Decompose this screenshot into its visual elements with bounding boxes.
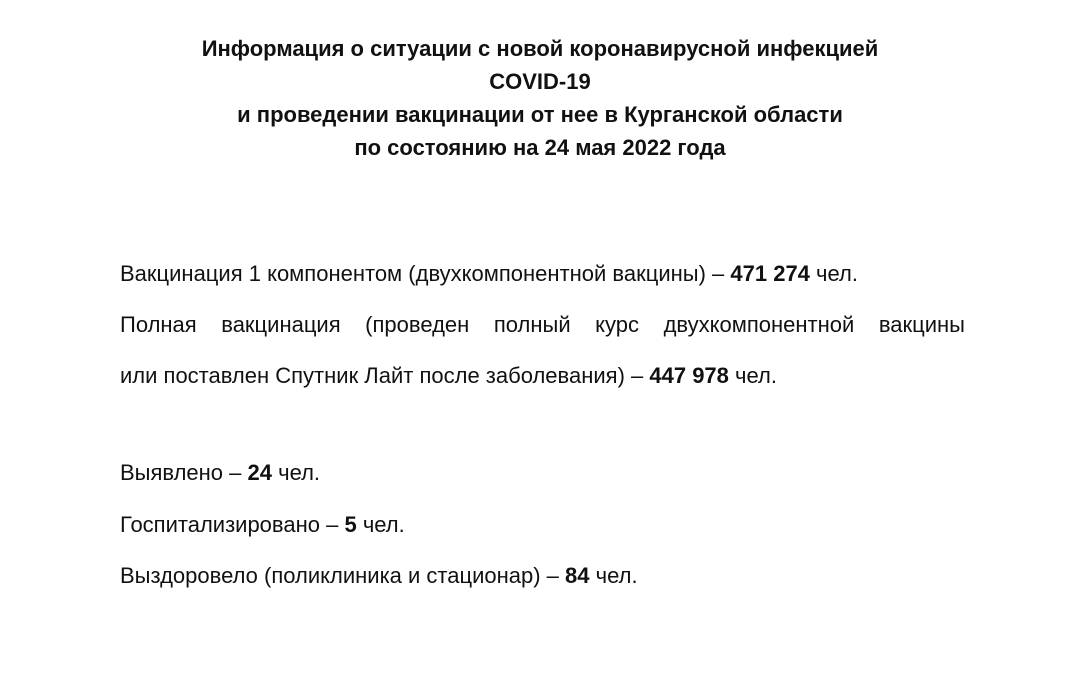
full-vaccination-value: 447 978 xyxy=(649,363,729,388)
title-line-3: и проведении вакцинации от нее в Курганской области xyxy=(237,102,843,127)
full-vaccination-line-2 xyxy=(120,361,777,391)
title-line-4: по состоянию на 24 мая 2022 года xyxy=(354,135,726,160)
document-title xyxy=(0,32,1080,164)
full-vaccination-unit: чел. xyxy=(735,363,777,388)
recovered-line xyxy=(120,561,638,591)
hospitalized-label: Госпитализировано – xyxy=(120,512,339,537)
detected-line xyxy=(120,458,320,488)
recovered-value: 84 xyxy=(565,563,590,588)
full-vaccination-line-1 xyxy=(120,310,965,340)
full-vaccination-label-part-1: Полная вакцинация (проведен полный курс двухкомпонентной вакцины xyxy=(120,312,965,337)
title-line-2: COVID-19 xyxy=(489,69,591,94)
recovered-unit: чел. xyxy=(595,563,638,588)
recovered-label: Выздоровело (поликлиника и стационар) – xyxy=(120,563,559,588)
full-vaccination-label-part-2: или поставлен Спутник Лайт после заболевания) – xyxy=(120,363,644,388)
hospitalized-line xyxy=(120,510,405,540)
title-line-1: Информация о ситуации с новой коронавирусной инфекцией xyxy=(201,36,879,61)
first-component-label: Вакцинация 1 компонентом (двухкомпонентной вакцины) – xyxy=(120,261,725,286)
first-component-value: 471 274 xyxy=(730,261,810,286)
detected-unit: чел. xyxy=(278,460,321,485)
hospitalized-value: 5 xyxy=(344,512,357,537)
first-component-vaccination-line xyxy=(120,259,858,289)
hospitalized-unit: чел. xyxy=(362,512,405,537)
first-component-unit: чел. xyxy=(816,261,858,286)
detected-label: Выявлено – xyxy=(120,460,242,485)
detected-value: 24 xyxy=(247,460,272,485)
